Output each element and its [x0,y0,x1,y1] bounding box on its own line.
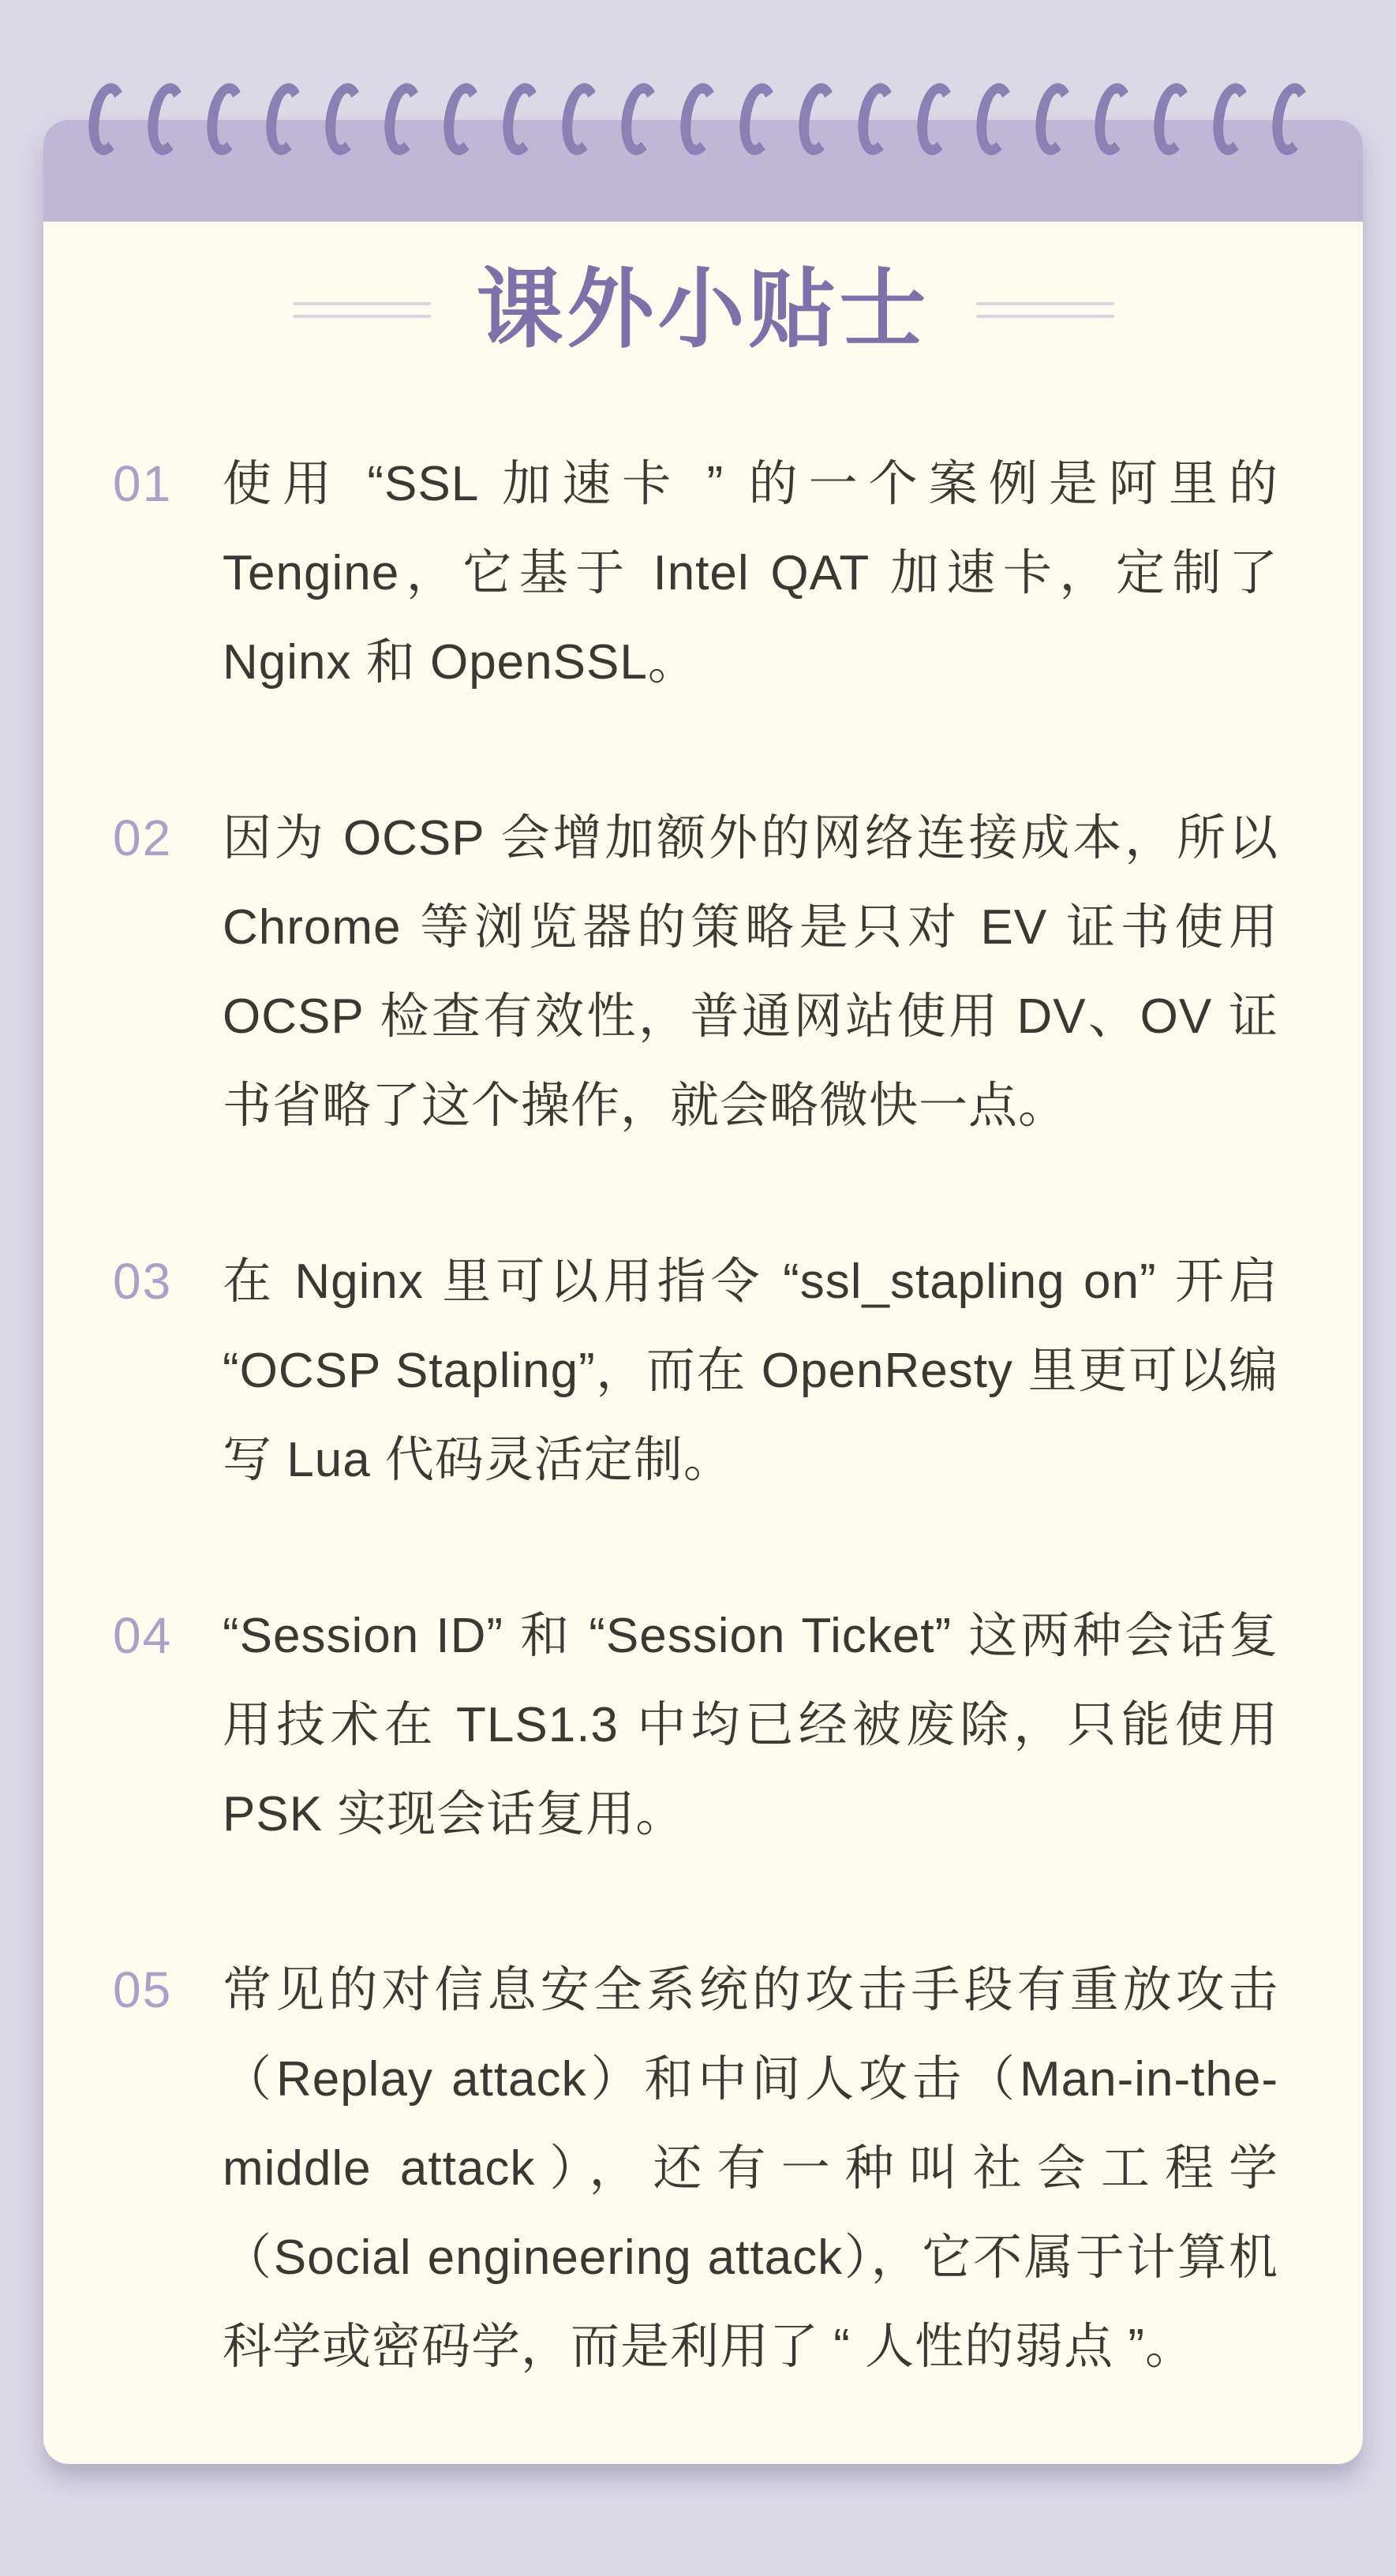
binding-ring [735,80,781,158]
tip-item [113,794,1278,1150]
binding-ring [854,80,900,158]
tip-item [113,1591,1278,1859]
tips-list [43,439,1363,2391]
tip-text: 因为 OCSP 会增加额外的网络连接成本，所以 Chrome 等浏览器的策略是只对 EV 证书使用 OCSP 检查有效性，普通网站使用 DV、OV 证书省略了这个操作，就会略微快一点。 [223,811,1278,1133]
title-decoration-left [293,302,431,318]
binding-ring [144,80,189,158]
tip-number: 02 [113,809,173,866]
tip-number: 04 [113,1607,173,1664]
tip-text: 在 Nginx 里可以用指令 “ssl_stapling on” 开启 “OCSP Stapling”，而在 OpenResty 里更可以编写 Lua 代码灵活定制。 [223,1254,1278,1487]
tips-card [43,120,1363,2464]
binding-ring [321,80,367,158]
page-title: 课外小贴士 [476,261,930,358]
decoration-line [293,315,431,318]
tip-number: 03 [113,1253,173,1310]
tip-text: “Session ID” 和 “Session Ticket” 这两种会话复用技术在 TLS1.3 中均已经被废除，只能使用 PSK 实现会话复用。 [223,1609,1278,1841]
binding-ring [558,80,604,158]
binding-ring [499,80,545,158]
binding-ring [676,80,722,158]
binding-ring [84,80,130,158]
tip-item [113,439,1278,707]
decoration-line [976,302,1114,305]
tip-number: 05 [113,1961,173,2018]
binding-ring [1031,80,1077,158]
binding-ring [380,80,426,158]
tip-item [113,1237,1278,1505]
binding-ring [1209,80,1255,158]
binding-ring [1268,80,1314,158]
tip-item [113,1946,1278,2391]
tip-text: 使用 “SSL 加速卡 ” 的一个案例是阿里的 Tengine，它基于 Intel QAT 加速卡，定制了 Nginx 和 OpenSSL。 [223,457,1278,690]
tip-number: 01 [113,455,173,512]
binding-ring [617,80,663,158]
binding-ring [1091,80,1136,158]
binding-ring [440,80,485,158]
binding-ring [1150,80,1196,158]
binding-ring [203,80,249,158]
binding-ring [913,80,959,158]
binding-ring [262,80,308,158]
title-row [43,258,1363,362]
spiral-binding [89,83,1309,155]
tip-text: 常见的对信息安全系统的攻击手段有重放攻击（Replay attack）和中间人攻击（Man-in-the-middle attack），还有一种叫社会工程学（Social engineering attack），它不属于计算机科学或密码学，而是利用了 “ 人性的弱点 ”。 [223,1963,1278,2374]
title-decoration-right [976,302,1114,318]
decoration-line [976,315,1114,318]
decoration-line [293,302,431,305]
binding-ring [972,80,1018,158]
binding-ring [795,80,840,158]
